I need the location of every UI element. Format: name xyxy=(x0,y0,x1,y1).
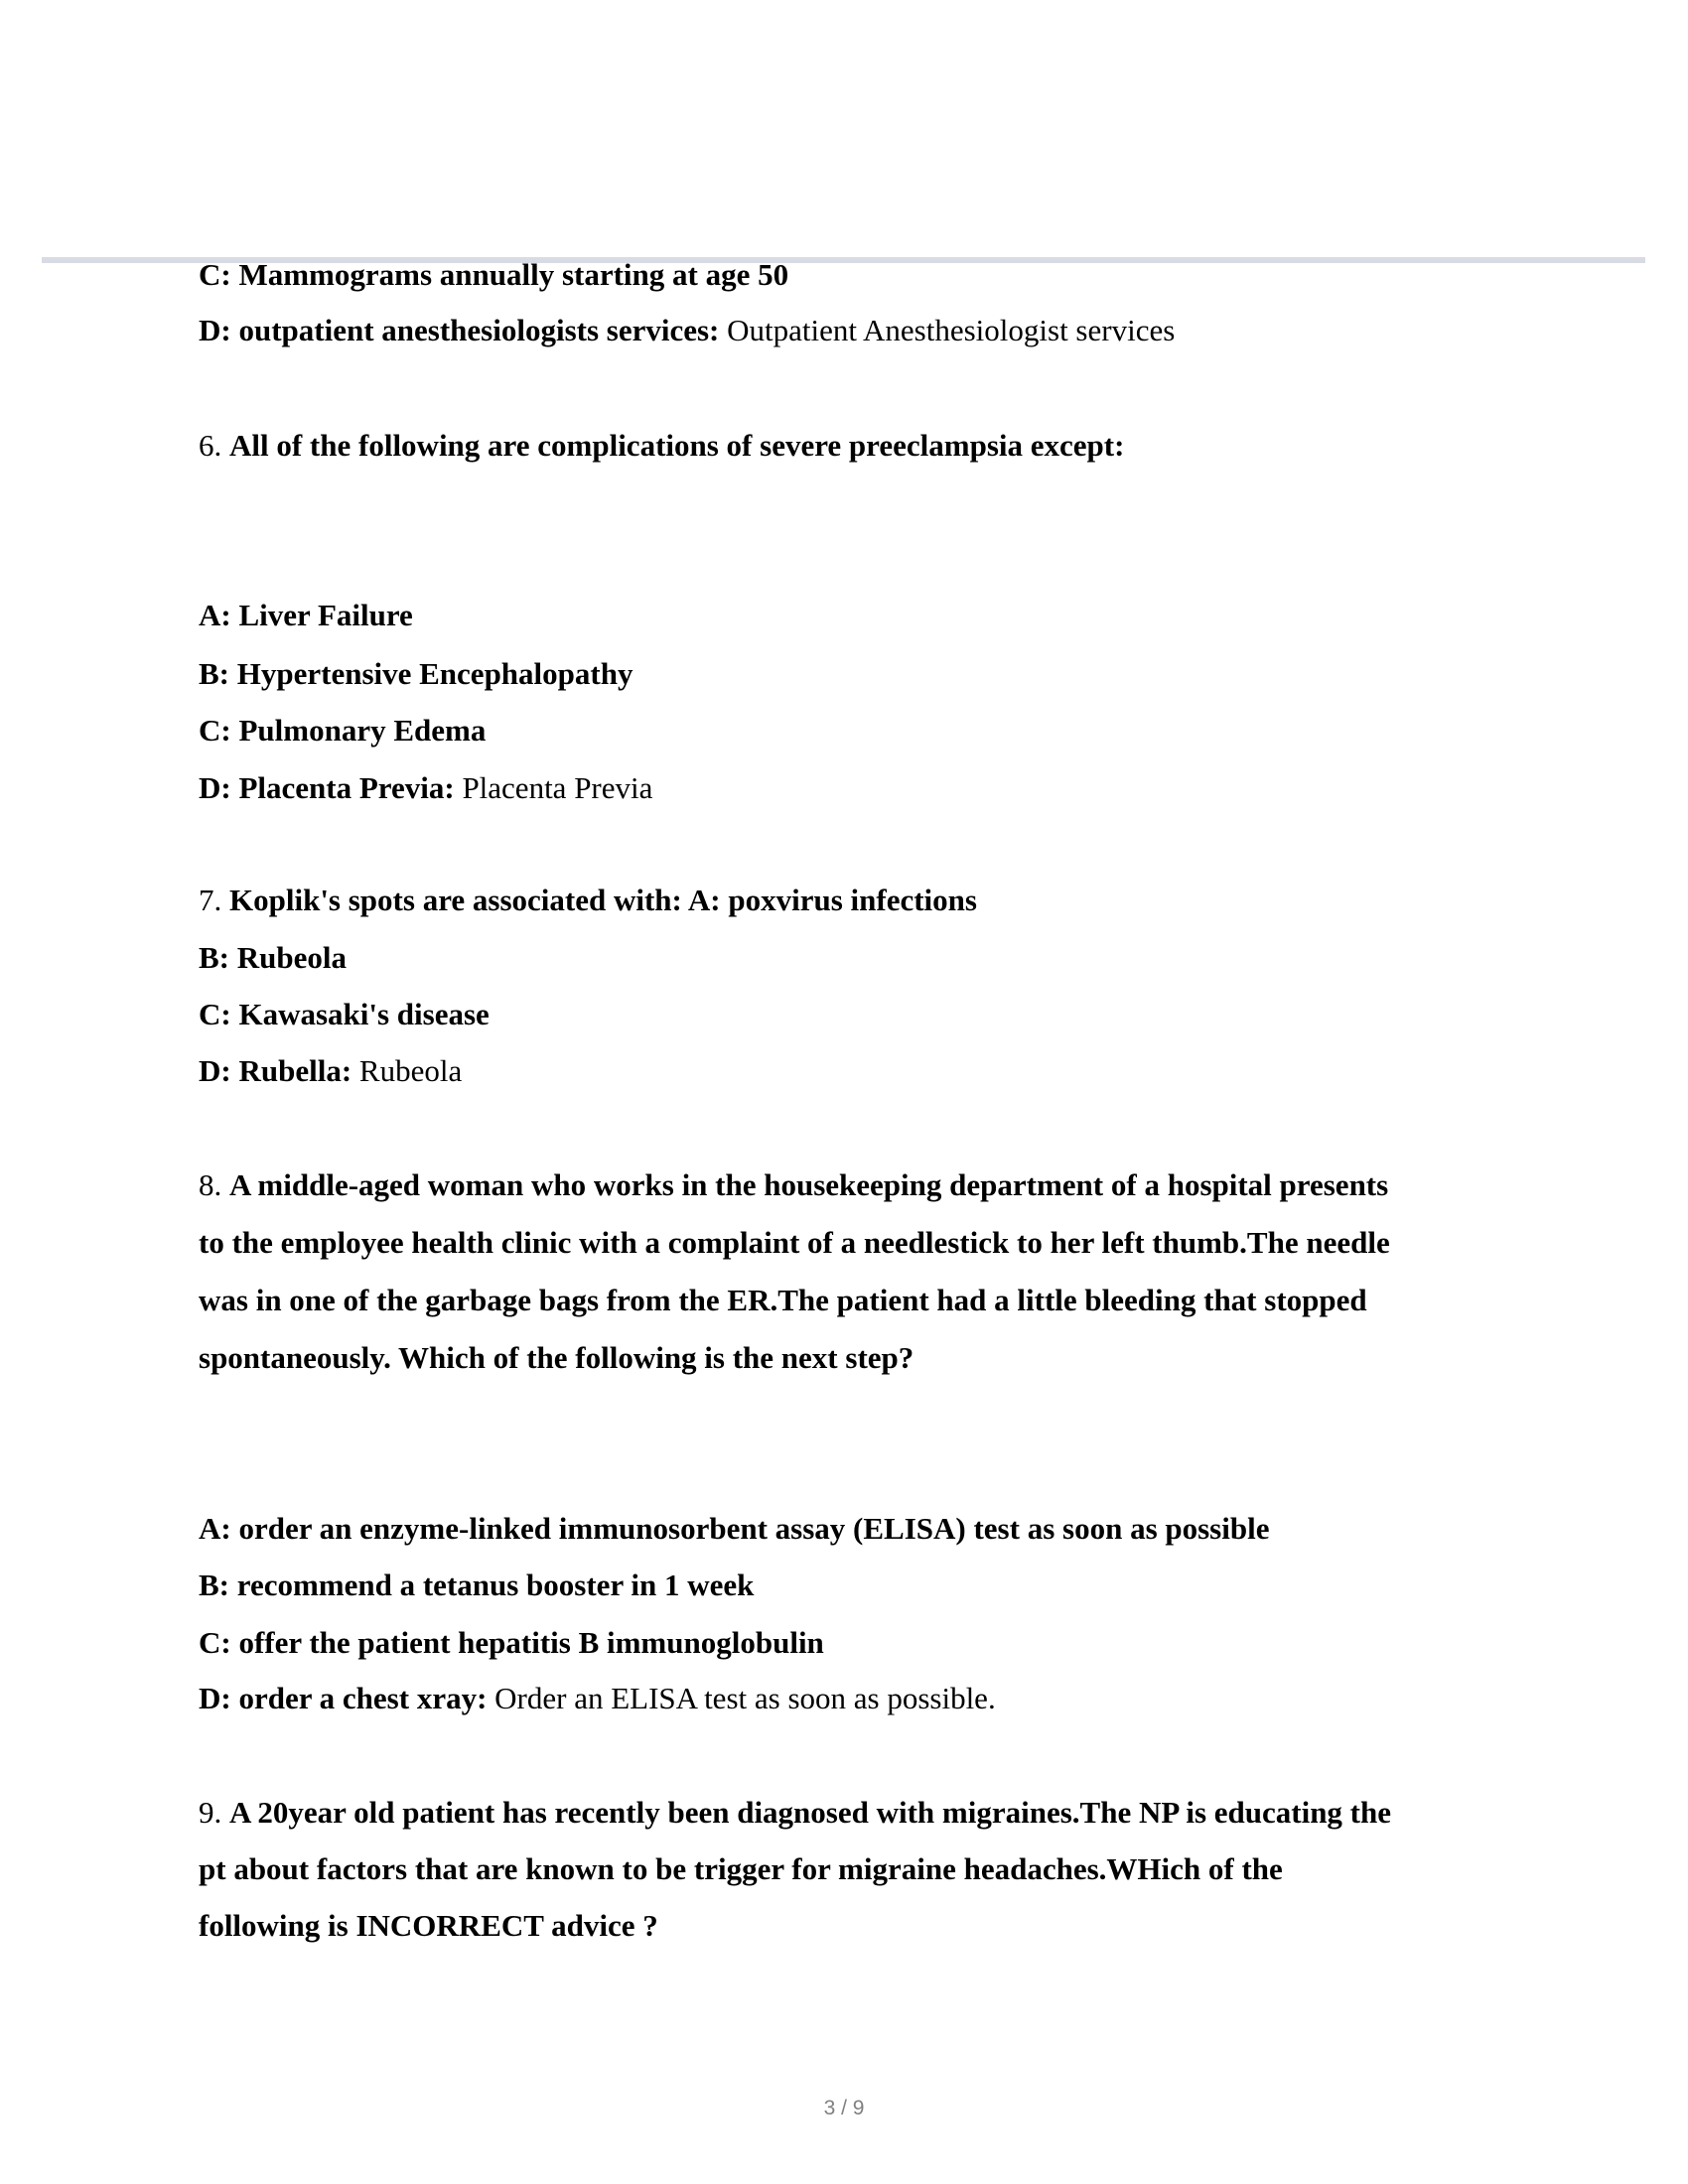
text-line xyxy=(199,768,652,808)
bold-text: B: Hypertensive Encephalopathy xyxy=(199,656,633,691)
bold-text: D: order a chest xray: xyxy=(199,1681,488,1715)
text-line xyxy=(199,1566,754,1605)
bold-text: B: Rubeola xyxy=(199,940,347,975)
bold-text: C: Mammograms annually starting at age 50 xyxy=(199,257,789,292)
text-line xyxy=(199,711,486,751)
text-line xyxy=(199,881,977,920)
text-line xyxy=(199,1509,1269,1549)
bold-text: All of the following are complications of severe preeclampsia except: xyxy=(229,428,1125,463)
text-line xyxy=(199,1623,824,1663)
answer-text: Placenta Previa xyxy=(454,770,653,805)
bold-text: C: offer the patient hepatitis B immunoglobulin xyxy=(199,1625,824,1660)
text-line xyxy=(199,1906,658,1946)
bold-text: A middle-aged woman who works in the housekeeping department of a hospital presents xyxy=(229,1167,1389,1202)
text-line xyxy=(199,1165,1388,1205)
page-indicator: 3 / 9 xyxy=(823,2097,865,2119)
text-line xyxy=(199,255,788,295)
bold-text: A: order an enzyme-linked immunosorbent assay (ELISA) test as soon as possible xyxy=(199,1511,1270,1546)
bold-text: was in one of the garbage bags from the ER.The patient had a little bleeding that stopped xyxy=(199,1283,1367,1317)
bold-text: A: Liver Failure xyxy=(199,598,413,632)
text-line xyxy=(199,311,1175,350)
text-line xyxy=(199,1679,996,1718)
bold-text: to the employee health clinic with a complaint of a needlestick to her left thumb.The needle xyxy=(199,1225,1390,1260)
bold-text: D: outpatient anesthesiologists services: xyxy=(199,313,720,347)
question-number: 6. xyxy=(199,428,229,463)
answer-text: Order an ELISA test as soon as possible. xyxy=(487,1681,996,1715)
bold-text: B: recommend a tetanus booster in 1 week xyxy=(199,1568,755,1602)
text-line xyxy=(199,938,347,978)
bold-text: A 20year old patient has recently been diagnosed with migraines.The NP is educating the xyxy=(229,1795,1392,1830)
text-line xyxy=(199,1849,1283,1889)
text-line xyxy=(199,1793,1391,1833)
text-line xyxy=(199,654,633,694)
text-line xyxy=(199,1281,1367,1320)
text-line xyxy=(199,1223,1390,1263)
text-line xyxy=(199,1338,914,1378)
bold-text: C: Pulmonary Edema xyxy=(199,713,487,748)
bold-text: D: Rubella: xyxy=(199,1053,352,1088)
answer-text: Outpatient Anesthesiologist services xyxy=(719,313,1176,347)
text-line xyxy=(199,596,413,635)
question-number: 8. xyxy=(199,1167,229,1202)
bold-text: D: Placenta Previa: xyxy=(199,770,455,805)
text-line xyxy=(199,426,1124,466)
text-line xyxy=(199,995,490,1034)
question-number: 7. xyxy=(199,883,229,917)
answer-text: Rubeola xyxy=(352,1053,463,1088)
bold-text: C: Kawasaki's disease xyxy=(199,997,490,1031)
question-number: 9. xyxy=(199,1795,229,1830)
bold-text: spontaneously. Which of the following is the next step? xyxy=(199,1340,914,1375)
bold-text: pt about factors that are known to be trigger for migraine headaches.WHich of the xyxy=(199,1851,1283,1886)
text-line xyxy=(199,1051,462,1091)
bold-text: following is INCORRECT advice ? xyxy=(199,1908,658,1943)
bold-text: Koplik's spots are associated with: A: poxvirus infections xyxy=(229,883,977,917)
